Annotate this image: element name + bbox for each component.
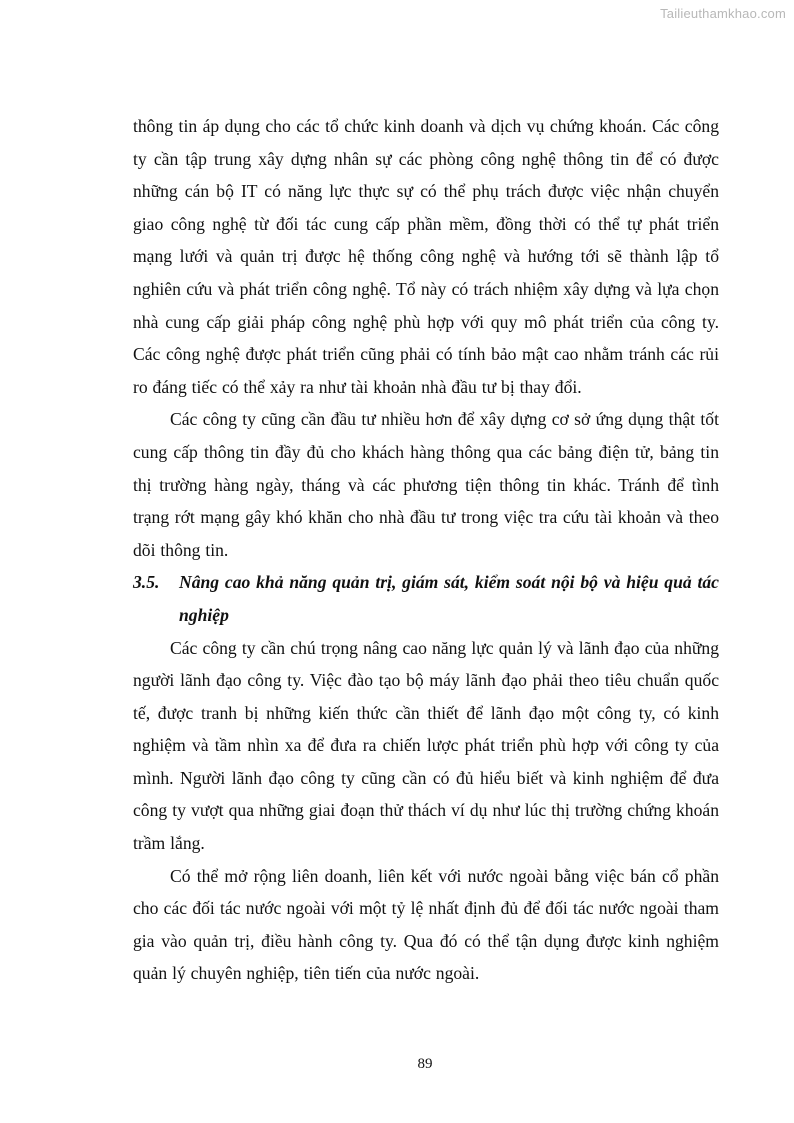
section-title: Nâng cao khả năng quản trị, giám sát, kiểm soát nội bộ và hiệu quả tác nghiệp bbox=[179, 572, 719, 625]
section-heading bbox=[133, 566, 719, 631]
paragraph-2: Các công ty cũng cần đầu tư nhiều hơn để xây dựng cơ sở ứng dụng thật tốt cung cấp thông tin đầy đủ cho khách hàng thông qua các bảng điện tử, bảng tin thị trường hàng ngày, tháng và các phương tiện thông tin khác. Tránh để tình trạng rớt mạng gây khó khăn cho nhà đầu tư trong việc tra cứu tài khoản và theo dõi thông tin. bbox=[133, 409, 719, 560]
paragraph-1: thông tin áp dụng cho các tổ chức kinh doanh và dịch vụ chứng khoán. Các công ty cần tập trung xây dựng nhân sự các phòng công nghệ thông tin để có được những cán bộ IT có năng lực thực sự có thể phụ trách được việc nhận chuyển giao công nghệ từ đối tác cung cấp phần mềm, đồng thời có thể tự phát triển mạng lưới và quản trị được hệ thống công nghệ và hướng tới sẽ thành lập tổ nghiên cứu và phát triển công nghệ. Tổ này có trách nhiệm xây dựng và lựa chọn nhà cung cấp giải pháp công nghệ phù hợp với quy mô phát triển của công ty. Các công nghệ được phát triển cũng phải có tính bảo mật cao nhằm tránh các rủi ro đáng tiếc có thể xảy ra như tài khoản nhà đầu tư bị thay đổi. bbox=[133, 116, 719, 397]
paragraph-4: Có thể mở rộng liên doanh, liên kết với nước ngoài bằng việc bán cổ phần cho các đối tác nước ngoài với một tỷ lệ nhất định đủ để đối tác nước ngoài tham gia vào quản trị, điều hành công ty. Qua đó có thể tận dụng được kinh nghiệm quản lý chuyên nghiệp, tiên tiến của nước ngoài. bbox=[133, 865, 719, 984]
document-body bbox=[133, 110, 719, 990]
watermark-text: Tailieuthamkhao.com bbox=[660, 6, 786, 21]
paragraph-3: Các công ty cần chú trọng nâng cao năng lực quản lý và lãnh đạo của những người lãnh đạo công ty. Việc đào tạo bộ máy lãnh đạo phải theo tiêu chuẩn quốc tế, được tranh bị những kiến thức cần thiết để lãnh đạo một công ty, có kinh nghiệm và tầm nhìn xa để đưa ra chiến lược phát triển phù hợp với công ty của mình. Người lãnh đạo công ty cũng cần có đủ hiểu biết và kinh nghiệm để đưa công ty vượt qua những giai đoạn thử thách ví dụ như lúc thị trường chứng khoán trầm lắng. bbox=[133, 637, 719, 854]
page-number: 89 bbox=[417, 1056, 433, 1072]
section-number: 3.5. bbox=[133, 572, 160, 593]
